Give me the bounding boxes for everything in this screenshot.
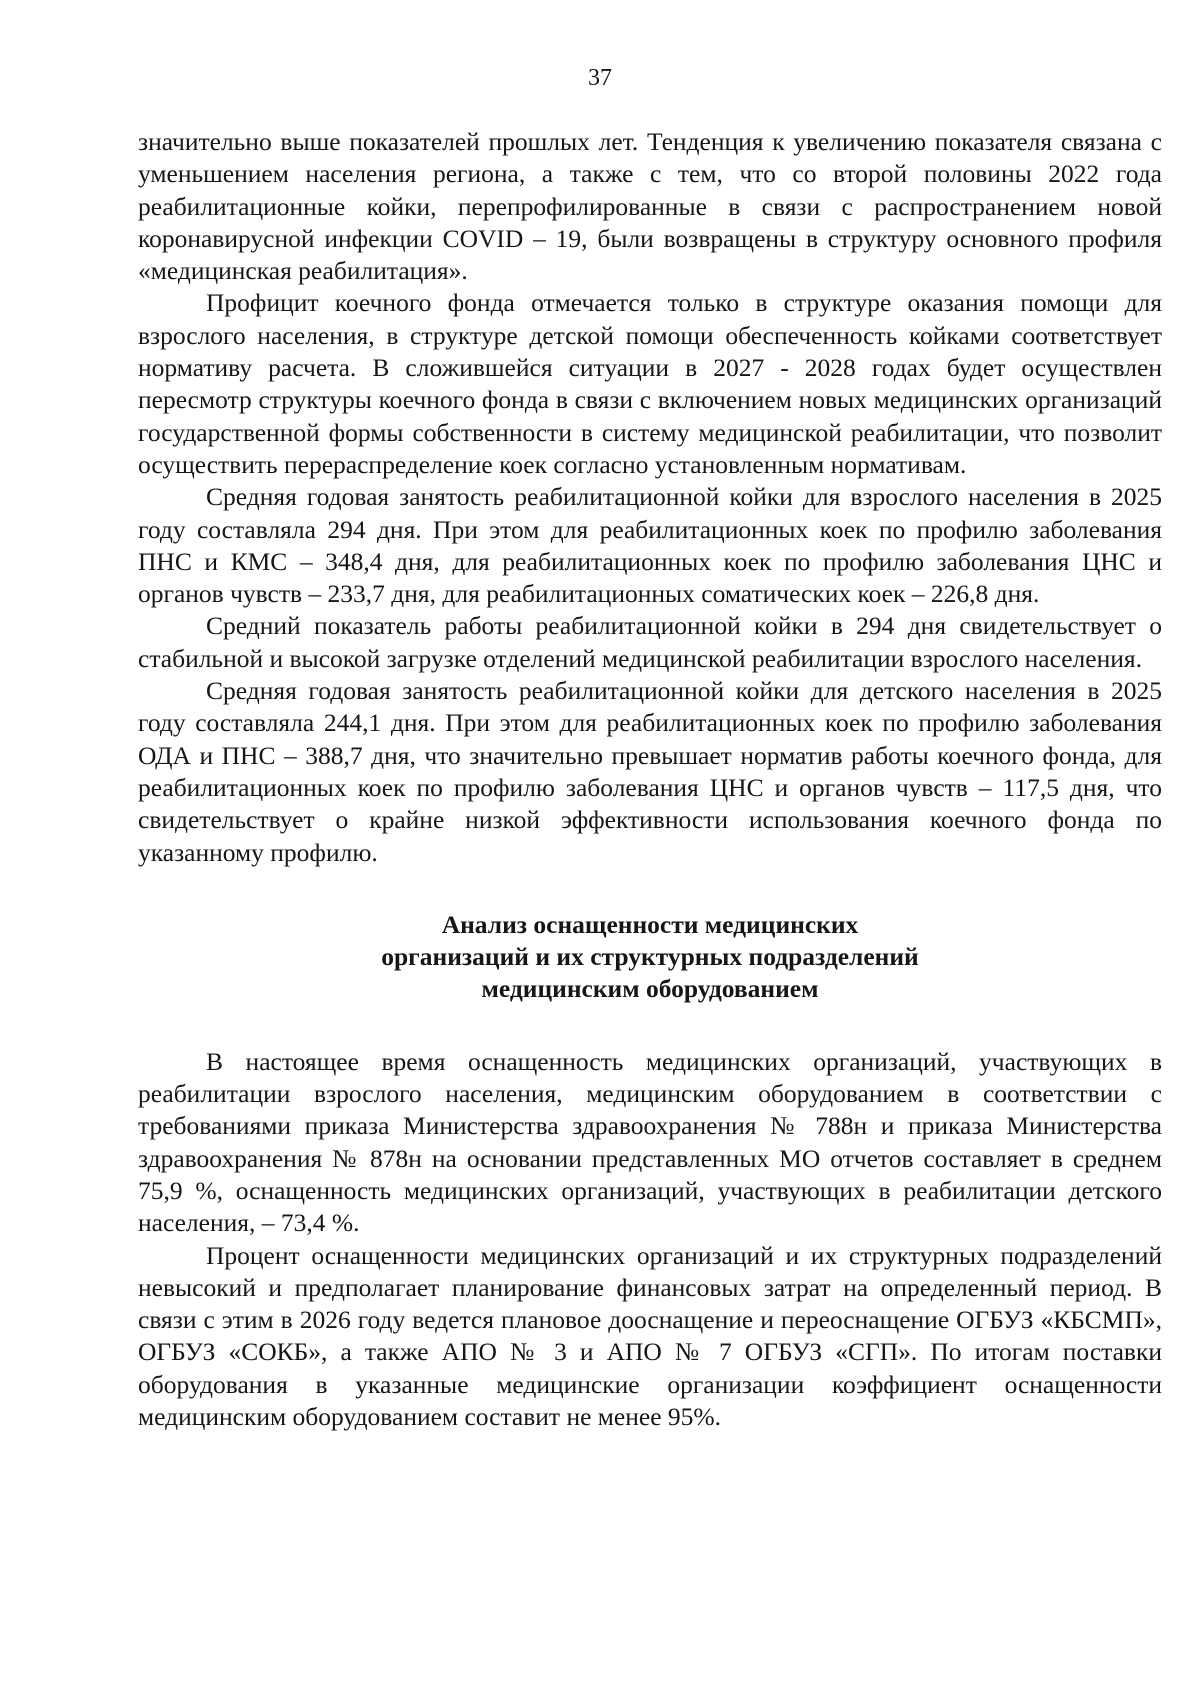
paragraph-equipment-level: В настоящее время оснащенность медицинских организаций, участвующих в реабилитации взрослого населения, медицинским оборудованием в соответствии с требованиями приказа Министерства здравоохранения № 788н и приказа Министерства здравоохранения № 878н на основании представленных МО отчетов составляет в среднем 75,9 %, оснащенность медицинских организаций, участвующих в реабилитации детского населения, – 73,4 %. bbox=[138, 1046, 1162, 1238]
paragraph-equipment-plan: Процент оснащенности медицинских организаций и их структурных подразделений невысокий и предполагает планирование финансовых затрат на определенный период. В связи с этим в 2026 году ведется плановое дооснащение и переоснащение ОГБУЗ «КБСМП», ОГБУЗ «СОКБ», а также АПО № 3 и АПО № 7 ОГБУЗ «СГП». По итогам поставки оборудования в указанные медицинские организации коэффициент оснащенности медицинским оборудованием составит не менее 95%. bbox=[138, 1240, 1162, 1431]
paragraph-average-indicator: Средний показатель работы реабилитационной койки в 294 дня свидетельствует о стабильной и высокой загрузке отделений медицинской реабилитации взрослого населения. bbox=[138, 611, 1162, 673]
section-heading-line-2: организаций и их структурных подразделений bbox=[381, 942, 919, 972]
paragraph-bed-surplus: Профицит коечного фонда отмечается только в структуре оказания помощи для взрослого населения, в структуре детской помощи обеспеченность койками соответствует нормативу расчета. В сложившейся ситуации в 2027 - 2028 годах будет осуществлен пересмотр структуры коечного фонда в связи с включением новых медицинских организаций государственной формы собственности в систему медицинской реабилитации, что позволит осуществить перераспределение коек согласно установленным нормативам. bbox=[138, 288, 1162, 479]
section-heading-line-3: медицинским оборудованием bbox=[481, 974, 819, 1004]
section-heading-line-1: Анализ оснащенности медицинских bbox=[441, 909, 859, 939]
page-number: 37 bbox=[588, 65, 612, 91]
paragraph-child-bed-occupancy: Средняя годовая занятость реабилитационной койки для детского населения в 2025 году составляла 244,1 дня. При этом для реабилитационных коек по профилю заболевания ОДА и ПНС – 388,7 дня, что значительно превышает норматив работы коечного фонда, для реабилитационных коек по профилю заболевания ЦНС и органов чувств – 117,5 дня, что свидетельствует о крайне низкой эффективности использования коечного фонда по указанному профилю. bbox=[138, 676, 1162, 867]
paragraph-adult-bed-occupancy: Средняя годовая занятость реабилитационной койки для взрослого населения в 2025 году составляла 294 дня. При этом для реабилитационных коек по профилю заболевания ПНС и КМС – 348,4 дня, для реабилитационных коек по профилю заболевания ЦНС и органов чувств – 233,7 дня, для реабилитационных соматических коек – 226,8 дня. bbox=[138, 482, 1162, 609]
document-body bbox=[138, 126, 1162, 1433]
paragraph-continuation: значительно выше показателей прошлых лет. Тенденция к увеличению показателя связана с уменьшением населения региона, а также с тем, что со второй половины 2022 года реабилитационные койки, перепрофилированные в связи с распространением новой коронавирусной инфекции COVID – 19, были возвращены в структуру основного профиля «медицинская реабилитация». bbox=[138, 127, 1162, 286]
section-heading bbox=[138, 909, 1162, 1006]
